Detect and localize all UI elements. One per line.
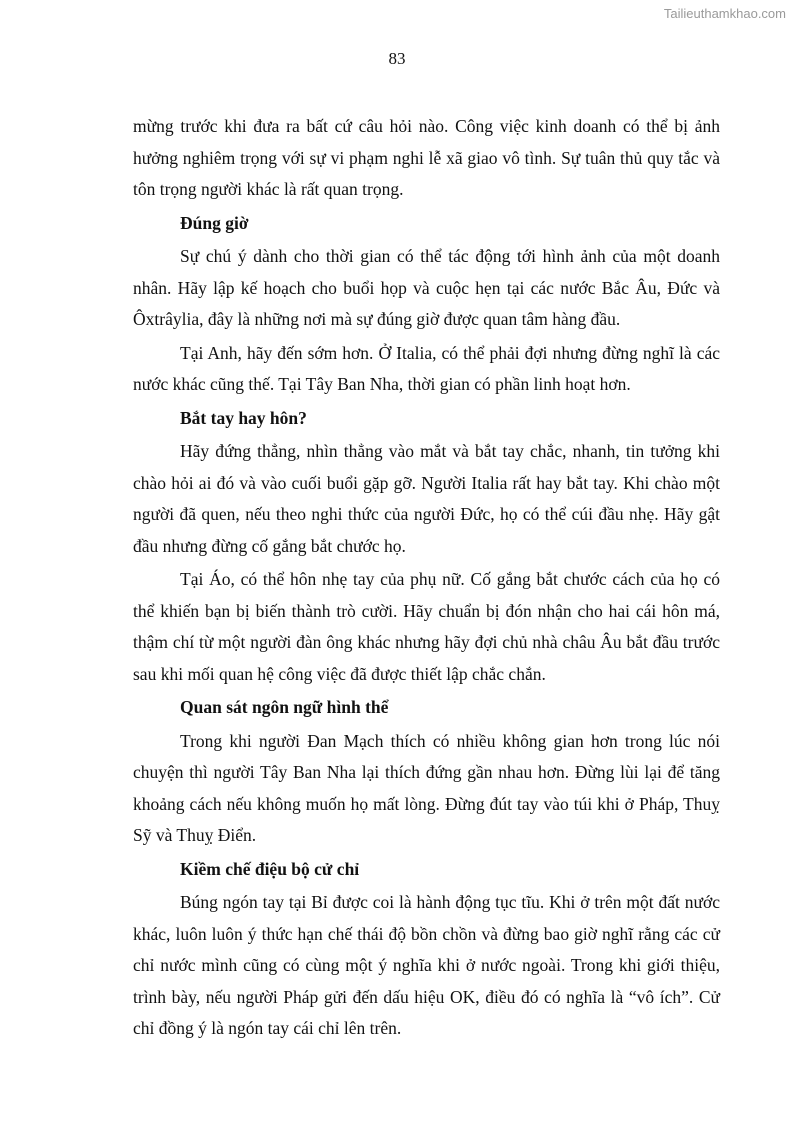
document-body: [133, 111, 720, 1047]
section-heading-gestures: Kiềm chế điệu bộ cử chỉ: [180, 858, 360, 879]
paragraph: Sự chú ý dành cho thời gian có thể tác động tới hình ảnh của một doanh nhân. Hãy lập kế hoạch cho buổi họp và cuộc hẹn tại các nước Bắc Âu, Đức và Ôxtrâylia, đây là những nơi mà sự đúng giờ được quan tâm hàng đầu.: [133, 246, 720, 329]
paragraph-intro-continued: mừng trước khi đưa ra bất cứ câu hỏi nào. Công việc kinh doanh có thể bị ảnh hưởng nghiêm trọng với sự vi phạm nghi lễ xã giao vô tình. Sự tuân thủ quy tắc và tôn trọng người khác là rất quan trọng.: [133, 116, 720, 199]
watermark: Tailieuthamkhao.com: [663, 6, 786, 21]
section-heading-greeting: Bắt tay hay hôn?: [180, 407, 307, 428]
paragraph: Trong khi người Đan Mạch thích có nhiều không gian hơn trong lúc nói chuyện thì người Tây Ban Nha lại thích đứng gần nhau hơn. Đừng lùi lại để tăng khoảng cách nếu không muốn họ mất lòng. Đừng đút tay vào túi khi ở Pháp, Thuỵ Sỹ và Thuỵ Điển.: [133, 730, 720, 845]
paragraph: Tại Áo, có thể hôn nhẹ tay của phụ nữ. Cố gắng bắt chước cách của họ có thể khiến bạn bị biến thành trò cười. Hãy chuẩn bị đón nhận cho hai cái hôn má, thậm chí từ một người đàn ông khác nhưng hãy đợi chủ nhà châu Âu bắt đầu trước sau khi mối quan hệ công việc đã được thiết lập chắc chắn.: [133, 569, 720, 684]
section-heading-punctuality: Đúng giờ: [180, 212, 249, 233]
page-number: 83: [388, 49, 406, 68]
paragraph: Búng ngón tay tại Bỉ được coi là hành động tục tĩu. Khi ở trên một đất nước khác, luôn luôn ý thức hạn chế thái độ bồn chồn và đừng bao giờ nghĩ rằng các cử chỉ nước mình cũng có cùng một ý nghĩa khi ở nước ngoài. Trong khi giới thiệu, trình bày, nếu người Pháp gửi đến dấu hiệu OK, điều đó có nghĩa là “vô ích”. Cử chỉ đồng ý là ngón tay cái chỉ lên trên.: [133, 892, 720, 1038]
paragraph: Tại Anh, hãy đến sớm hơn. Ở Italia, có thể phải đợi nhưng đừng nghĩ là các nước khác cũng thế. Tại Tây Ban Nha, thời gian có phần linh hoạt hơn.: [133, 342, 720, 394]
paragraph: Hãy đứng thẳng, nhìn thẳng vào mắt và bắt tay chắc, nhanh, tin tưởng khi chào hỏi ai đó và vào cuối buổi gặp gỡ. Người Italia rất hay bắt tay. Khi chào một người đã quen, nếu theo nghi thức của người Đức, họ có thể cúi đầu nhẹ. Hãy gật đầu nhưng đừng cố gắng bắt chước họ.: [133, 441, 720, 556]
section-heading-body-language: Quan sát ngôn ngữ hình thể: [180, 697, 389, 717]
